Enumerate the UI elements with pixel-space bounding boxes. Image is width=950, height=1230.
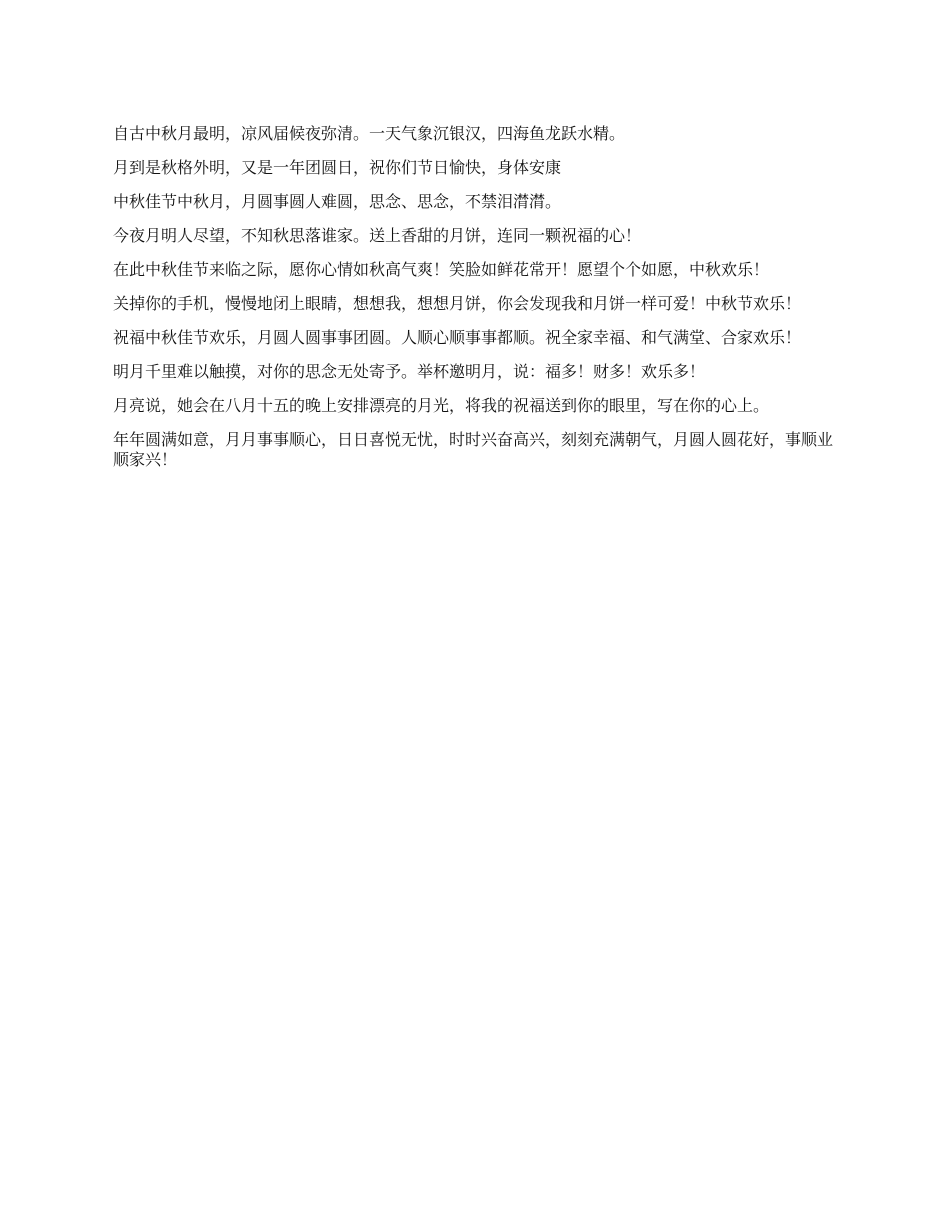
- paragraph: 今夜月明人尽望，不知秋思落谁家。送上香甜的月饼，连同一颗祝福的心！: [113, 226, 642, 245]
- paragraph: 月亮说，她会在八月十五的晚上安排漂亮的月光，将我的祝福送到你的眼里，写在你的心上。: [113, 396, 770, 415]
- paragraph: 明月千里难以触摸，对你的思念无处寄予。举杯邀明月，说：福多！财多！欢乐多！: [113, 362, 706, 381]
- document-body: [113, 124, 843, 484]
- paragraph: 关掉你的手机，慢慢地闭上眼睛，想想我，想想月饼，你会发现我和月饼一样可爱！中秋节欢乐！: [113, 294, 802, 313]
- paragraph: 自古中秋月最明，凉风届候夜弥清。一天气象沉银汉，四海鱼龙跃水精。: [113, 124, 626, 143]
- paragraph: 在此中秋佳节来临之际，愿你心情如秋高气爽！笑脸如鲜花常开！愿望个个如愿，中秋欢乐！: [113, 260, 770, 279]
- paragraph: 祝福中秋佳节欢乐，月圆人圆事事团圆。人顺心顺事事都顺。祝全家幸福、和气满堂、合家欢乐！: [113, 328, 802, 347]
- paragraph: 年年圆满如意，月月事事顺心，日日喜悦无忧，时时兴奋高兴，刻刻充满朝气，月圆人圆花好，事顺业顺家兴！: [113, 430, 834, 469]
- paragraph: 中秋佳节中秋月，月圆事圆人难圆，思念、思念，不禁泪潸潸。: [113, 192, 562, 211]
- paragraph: 月到是秋格外明，又是一年团圆日，祝你们节日愉快，身体安康: [113, 158, 562, 177]
